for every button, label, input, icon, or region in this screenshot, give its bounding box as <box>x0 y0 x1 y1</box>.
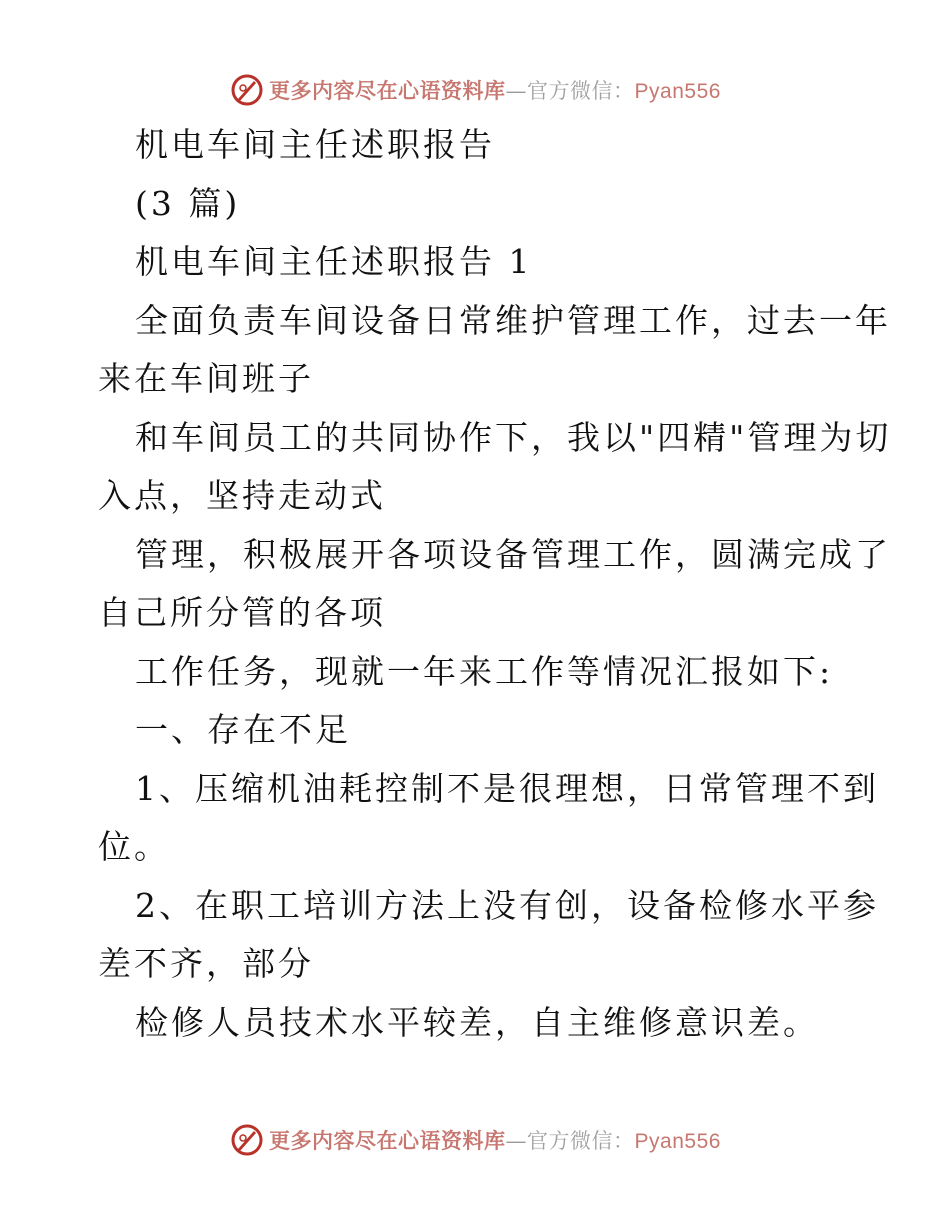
subsection-heading: 一、存在不足 <box>135 710 351 749</box>
banner-wechat-id: Pyan556 <box>634 1130 721 1153</box>
banner-official-label: 官方微信： <box>527 79 635 103</box>
paragraph-line: 来在车间班子 <box>98 359 314 398</box>
paragraph-line: 自己所分管的各项 <box>98 593 386 632</box>
quill-pen-icon <box>229 72 265 108</box>
paragraph-line: 全面负责车间设备日常维护管理工作，过去一年 <box>135 300 891 340</box>
document-title: 机电车间主任述职报告 <box>135 125 495 164</box>
paragraph-line: 和车间员工的共同协作下，我以"四精"管理为切 <box>135 417 892 457</box>
header-banner <box>0 70 950 110</box>
banner-dash: — <box>505 1129 528 1153</box>
quill-pen-icon <box>229 1122 265 1158</box>
document-subtitle: (3 篇) <box>135 183 241 223</box>
banner-dash: — <box>505 79 528 103</box>
banner-site-text: 更多内容尽在心语资料库 <box>269 1128 506 1153</box>
list-item: 1、压缩机油耗控制不是很理想，日常管理不到 <box>135 768 879 808</box>
paragraph-line: 管理，积极展开各项设备管理工作，圆满完成了 <box>135 534 891 574</box>
list-item-continuation: 差不齐，部分 <box>98 944 314 983</box>
banner-site-text: 更多内容尽在心语资料库 <box>269 78 506 103</box>
paragraph-line: 检修人员技术水平较差，自主维修意识差。 <box>135 1002 819 1042</box>
document-body <box>98 116 892 1052</box>
banner-wechat-id: Pyan556 <box>634 80 721 103</box>
footer-banner <box>0 1120 950 1160</box>
paragraph-line: 工作任务，现就一年来工作等情况汇报如下: <box>135 651 834 691</box>
paragraph-line: 入点，坚持走动式 <box>98 476 386 515</box>
section-heading: 机电车间主任述职报告 1 <box>135 242 533 281</box>
list-item-continuation: 位。 <box>98 827 170 866</box>
banner-official-label: 官方微信： <box>527 1129 635 1153</box>
list-item: 2、在职工培训方法上没有创，设备检修水平参 <box>135 885 879 925</box>
